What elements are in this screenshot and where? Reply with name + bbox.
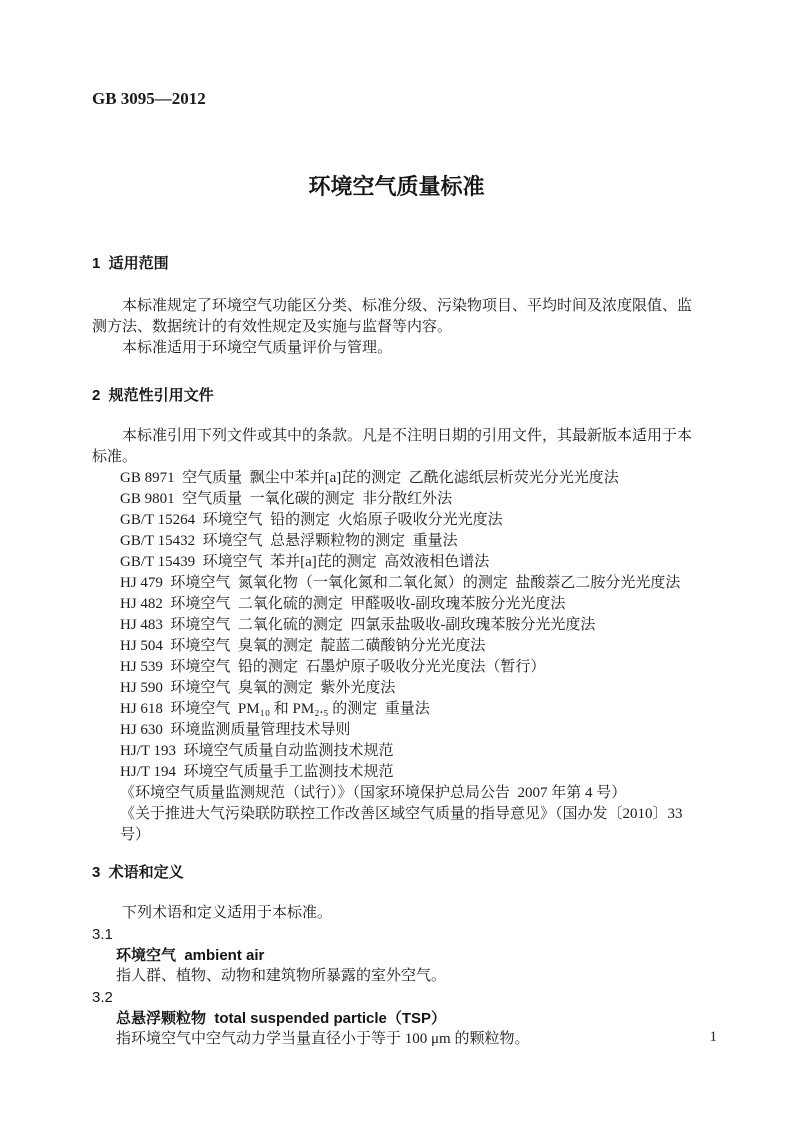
reference-line: 《关于推进大气污染联防联控工作改善区域空气质量的指导意见》（国办发〔2010〕33 号） <box>120 806 687 843</box>
references-list <box>92 468 701 846</box>
section-heading-normative-references: 2 规范性引用文件 <box>92 387 214 404</box>
scope-paragraph-2: 本标准适用于环境空气质量评价与管理。 <box>122 340 393 356</box>
reference-line: 《环境空气质量监测规范（试行）》（国家环境保护总局公告 2007 年第 4 号） <box>120 785 627 801</box>
term-definition: 指人群、植物、动物和建筑物所暴露的室外空气。 <box>116 968 447 984</box>
reference-line: GB/T 15432 环境空气 总悬浮颗粒物的测定 重量法 <box>120 533 458 549</box>
term-block <box>92 987 701 1050</box>
terms-intro: 下列术语和定义适用于本标准。 <box>122 905 333 921</box>
reference-line: HJ 630 环境监测质量管理技术导则 <box>120 722 351 738</box>
term-definition: 指环境空气中空气动力学当量直径小于等于 100 μm 的颗粒物。 <box>116 1031 530 1047</box>
reference-line: HJ/T 193 环境空气质量自动监测技术规范 <box>120 743 394 759</box>
reference-line: HJ 483 环境空气 二氧化硫的测定 四氯汞盐吸收-副玫瑰苯胺分光光度法 <box>120 617 596 633</box>
term-number: 3.1 <box>92 926 113 943</box>
reference-line: HJ 539 环境空气 铅的测定 石墨炉原子吸收分光光度法（暂行） <box>120 659 546 675</box>
term-name: 环境空气 ambient air <box>116 947 265 964</box>
doc-title: 环境空气质量标准 <box>308 174 485 199</box>
reference-line: HJ 479 环境空气 氮氧化物（一氧化氮和二氧化氮）的测定 盐酸萘乙二胺分光光度法 <box>120 575 681 591</box>
reference-line: GB 9801 空气质量 一氧化碳的测定 非分散红外法 <box>120 491 453 507</box>
term-name: 总悬浮颗粒物 total suspended particle（TSP） <box>116 1010 447 1027</box>
reference-line: HJ 504 环境空气 臭氧的测定 靛蓝二磺酸钠分光光度法 <box>120 638 486 654</box>
references-intro: 本标准引用下列文件或其中的条款。凡是不注明日期的引用文件，其最新版本适用于本标准。 <box>92 428 693 465</box>
reference-line: HJ 482 环境空气 二氧化硫的测定 甲醛吸收-副玫瑰苯胺分光光度法 <box>120 596 566 612</box>
section-heading-scope: 1 适用范围 <box>92 255 169 272</box>
term-number: 3.2 <box>92 989 113 1006</box>
page-content <box>92 88 701 1050</box>
reference-line: HJ 618 环境空气 PM₁₀ 和 PM₂.₅ 的测定 重量法 <box>120 701 430 717</box>
doc-code: GB 3095—2012 <box>92 89 206 108</box>
reference-line: HJ 590 环境空气 臭氧的测定 紫外光度法 <box>120 680 396 696</box>
page-number: 1 <box>709 1029 717 1045</box>
reference-line: GB/T 15264 环境空气 铅的测定 火焰原子吸收分光光度法 <box>120 512 503 528</box>
scope-paragraph-1: 本标准规定了环境空气功能区分类、标准分级、污染物项目、平均时间及浓度限值、监测方法、数据统计的有效性规定及实施与监督等内容。 <box>92 298 693 335</box>
terms-list <box>92 924 701 1050</box>
reference-line: GB/T 15439 环境空气 苯并[a]芘的测定 高效液相色谱法 <box>120 554 490 570</box>
reference-line: GB 8971 空气质量 飘尘中苯并[a]芘的测定 乙酰化滤纸层析荧光分光光度法 <box>120 470 619 486</box>
term-block <box>92 924 701 987</box>
reference-line: HJ/T 194 环境空气质量手工监测技术规范 <box>120 764 394 780</box>
section-heading-terms: 3 术语和定义 <box>92 864 184 881</box>
